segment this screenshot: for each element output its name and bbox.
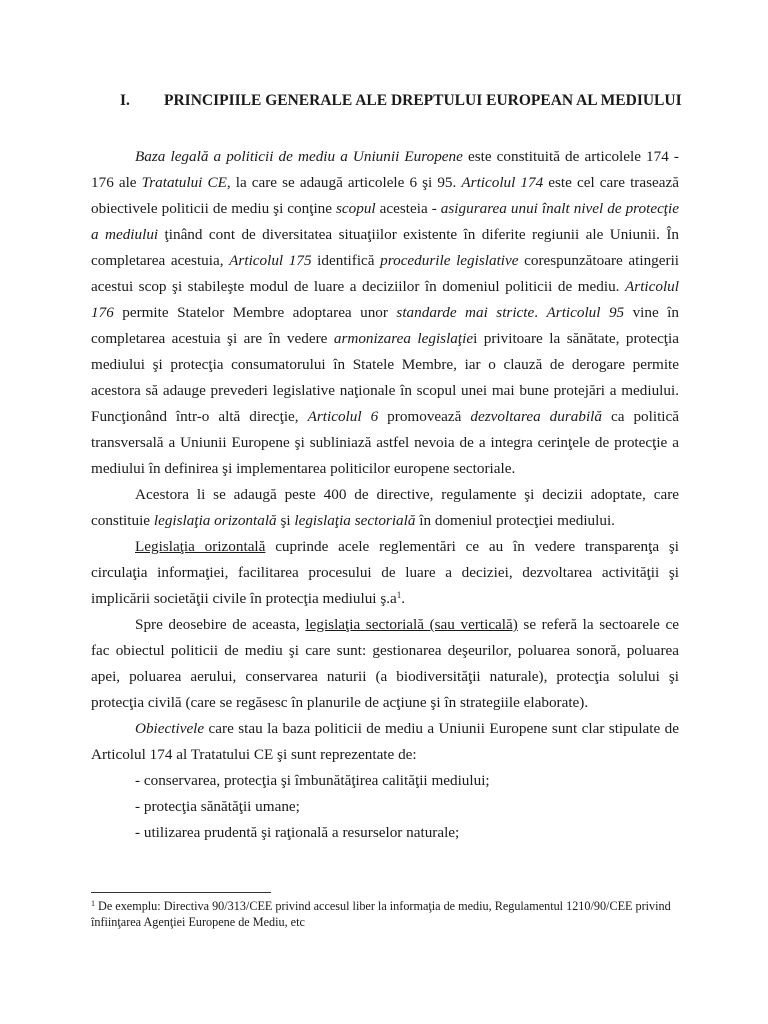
paragraph-directives	[91, 482, 679, 534]
text: Acestora li se adaugă peste 400 de directive, regulamente şi decizii adoptate, care constituie	[91, 486, 679, 529]
text: în domeniul protecţiei mediului.	[415, 512, 615, 529]
text-italic: scopul	[336, 200, 376, 217]
paragraph-horizontal-legislation	[91, 534, 679, 612]
section-number: I.	[120, 92, 130, 109]
text-italic: Articolul 175	[229, 252, 312, 269]
text: acesteia -	[375, 200, 441, 217]
text: , la care se adaugă articolele 6 şi 95.	[226, 174, 462, 191]
text-italic: Tratatului CE	[141, 174, 227, 191]
text: identifică	[311, 252, 381, 269]
text: corespunzătoare atingerii acestui scop şi stabileşte modul de luare a deciziilor în domeniul politicii de mediu.	[91, 252, 680, 295]
text-italic: standarde mai stricte	[396, 304, 535, 321]
text: .	[401, 590, 406, 607]
text: care stau la baza politicii de mediu a Uniunii Europene sunt clar stipulate de Articolul 174 al Tratatului CE şi sunt reprezentate de:	[91, 720, 679, 763]
paragraph-objectives	[91, 716, 679, 768]
footnote-number: 1	[91, 899, 95, 908]
text: este constituită de articolele 174 - 176 ale	[91, 148, 679, 191]
text: promovează	[378, 408, 471, 425]
text: este cel care trasează obiectivele politicii de mediu şi conţine	[91, 174, 679, 217]
section-title: PRINCIPIILE GENERALE ALE DREPTULUI EUROPEAN AL MEDIULUI	[164, 92, 682, 109]
text-underlined: legislaţia sectorială (sau verticală)	[305, 616, 518, 633]
list-item: - protecţia sănătăţii umane;	[135, 798, 300, 815]
text: ca politică transversală a Uniunii Europene şi subliniază astfel nevoia de a integra cerinţele de protecţie a mediului în definirea şi implementarea politicilor europene sectoriale.	[91, 408, 680, 477]
list-item: - utilizarea prudentă şi raţională a resurselor naturale;	[135, 824, 460, 841]
text-italic: legislaţia sectorială	[294, 512, 416, 529]
body-text	[91, 144, 679, 846]
text-italic: procedurile legislative	[380, 252, 519, 269]
text-italic: Articolul 174	[461, 174, 544, 191]
text: permite Statelor Membre adoptarea unor	[113, 304, 397, 321]
text-italic: Articolul 176	[91, 278, 679, 321]
text: i privitoare la sănătate, protecţia mediului şi protecţia consumatorului în Statele Membre, iar o clauză de derogare permite acestora să adauge prevederi legislative naţionale în scopul unei mai bune protejări a mediului. Funcţionând într-o altă direcţie,	[91, 330, 679, 425]
text-italic: armonizarea legislaţie	[333, 330, 474, 347]
footnote-text: De exemplu: Directiva 90/313/CEE privind accesul liber la informaţia de mediu, Regulamentul 1210/90/CEE privind înfiinţarea Agenţiei Europene de Mediu, etc	[91, 899, 671, 929]
footnote-reference[interactable]: 1	[396, 590, 402, 600]
text: .	[534, 304, 547, 321]
text-italic: Baza legală a politicii de mediu a Uniunii Europene	[135, 148, 463, 165]
text-italic: asigurarea unui înalt nivel de protecţie a mediului	[91, 200, 679, 243]
text: vine în completarea acestuia şi are în vedere	[91, 304, 680, 347]
section-heading	[120, 92, 680, 110]
footnote-separator	[91, 892, 271, 893]
text-underlined: Legislaţia orizontală	[135, 538, 266, 555]
text: şi	[276, 512, 295, 529]
paragraph-legal-basis	[91, 144, 679, 482]
text-italic: Articolul 6	[307, 408, 379, 425]
footnote	[91, 898, 681, 930]
text-italic: Obiectivele	[135, 720, 205, 737]
paragraph-sectoral-legislation	[91, 612, 679, 716]
text: Spre deosebire de aceasta,	[135, 616, 306, 633]
text-italic: Articolul 95	[546, 304, 625, 321]
text: ţinând cont de diversitatea situaţiilor existente în diferite regiunii ale Uniunii. În completarea acestuia,	[91, 226, 679, 269]
text: cuprinde acele reglementări ce au în vedere transparenţa şi circulaţia informaţiei, facilitarea procesului de luare a deciziei, dezvoltarea activităţii şi implicării societăţii civile în protecţia mediului ş.a	[91, 538, 680, 607]
text-italic: dezvoltarea durabilă	[470, 408, 602, 425]
text-italic: legislaţia orizontală	[153, 512, 277, 529]
text: se referă la sectoarele ce fac obiectul politicii de mediu şi care sunt: gestionarea deşeurilor, poluarea sonoră, poluarea apei, poluarea aerului, conservarea naturii (a biodiversităţii naturale), protecţia solului şi protecţia civilă (care se regăsesc în planurile de acţiune şi în strategiile elaborate).	[91, 616, 679, 711]
list-item: - conservarea, protecţia şi îmbunătăţirea calităţii mediului;	[135, 772, 490, 789]
